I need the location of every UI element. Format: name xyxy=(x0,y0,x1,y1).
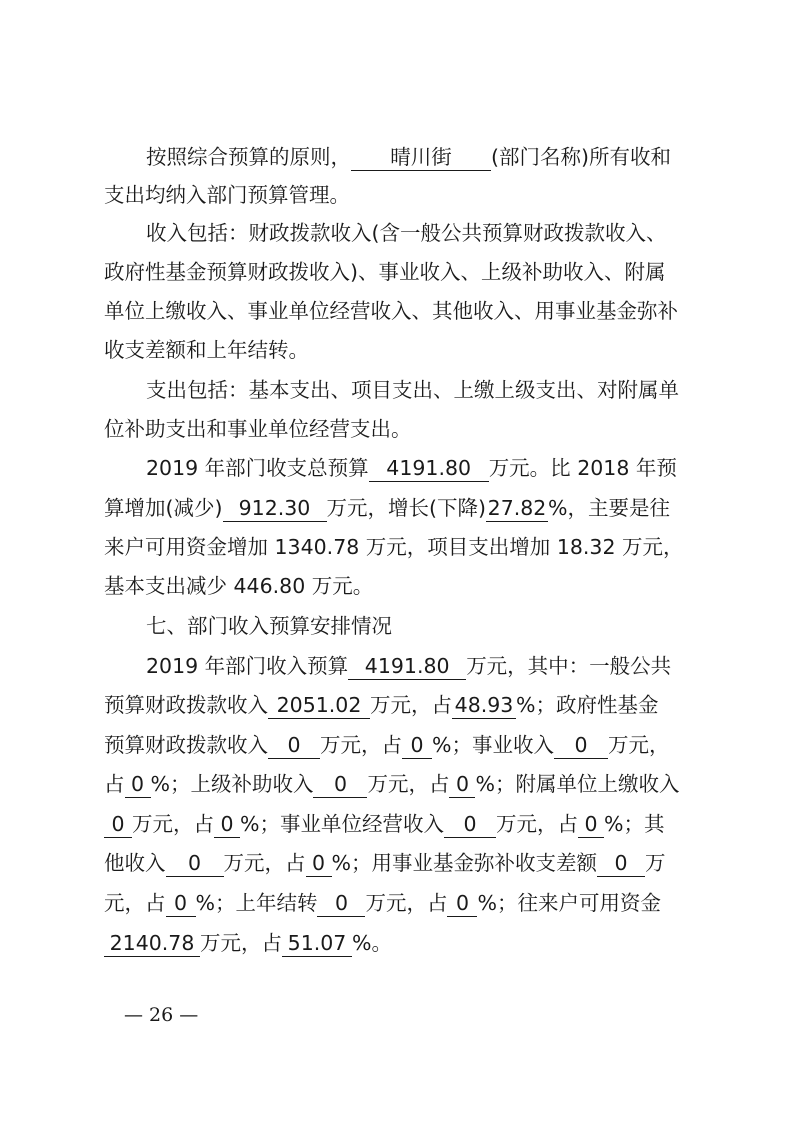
total-budget-field: 4191.80 xyxy=(369,455,489,482)
para4-line3: 来户可用资金增加 1340.78 万元，项目支出增加 18.32 万元， xyxy=(104,535,684,559)
para3-line2: 位补助支出和事业单位经营支出。 xyxy=(104,417,412,441)
carryover-amount-field: 0 xyxy=(317,890,365,917)
para1-line2: 支出均纳入部门预算管理。 xyxy=(104,183,350,207)
other-pct-field: 0 xyxy=(306,850,332,877)
para5-line1: 2019 年部门收入预算 4191.80 万元，其中：一般公共 xyxy=(146,654,672,678)
section-heading: 七、部门收入预算安排情况 xyxy=(146,614,392,638)
page-number: — 26 — xyxy=(124,1004,199,1026)
other-amount-field: 0 xyxy=(166,850,224,877)
operating-amount-field: 0 xyxy=(444,811,496,838)
para2-line1: 收入包括：财政拨款收入(含一般公共预算财政拨款收入、 xyxy=(146,221,667,245)
income-total-field: 4191.80 xyxy=(348,653,466,680)
para2-line2: 政府性基金预算财政拨收入)、事业收入、上级补助收入、附属 xyxy=(104,260,666,284)
para1-line1: 按照综合预算的原则， 晴川街 (部门名称)所有收和 xyxy=(146,145,671,169)
subsidy-pct-field: 0 xyxy=(449,771,475,798)
para2-line4: 收支差额和上年结转。 xyxy=(104,338,309,362)
para3-line1: 支出包括：基本支出、项目支出、上缴上级支出、对附属单 xyxy=(146,378,679,402)
subsidy-amount-field: 0 xyxy=(313,771,367,798)
fund-pct-field: 0 xyxy=(402,732,432,759)
fund-amount-field: 0 xyxy=(268,732,320,759)
increase-field: 912.30 xyxy=(223,495,327,522)
general-budget-pct-field: 48.93 xyxy=(452,692,516,719)
para4-line4: 基本支出减少 446.80 万元。 xyxy=(104,574,374,598)
para5-line4: 占 0 %；上级补助收入 0 万元，占 0 %；附属单位上缴收入 xyxy=(104,772,680,796)
general-budget-amount-field: 2051.02 xyxy=(268,692,370,719)
account-amount-field: 2140.78 xyxy=(104,930,200,957)
account-pct-field: 51.07 xyxy=(282,930,352,957)
para5-line3: 预算财政拨款收入 0 万元，占 0 %；事业收入 0 万元， xyxy=(104,733,670,757)
para5-line8: 2140.78 万元，占 51.07 %。 xyxy=(104,928,704,958)
business-amount-field: 0 xyxy=(554,732,608,759)
operating-pct-field: 0 xyxy=(578,811,604,838)
para5-line6: 他收入 0 万元，占 0 %；用事业基金弥补收支差额 0 万 xyxy=(104,851,666,875)
para4-line2: 算增加(减少) 912.30 万元，增长(下降)27.82%，主要是往 xyxy=(104,496,670,520)
fund-balance-pct-field: 0 xyxy=(166,890,196,917)
affiliate-amount-field: 0 xyxy=(104,811,132,838)
para4-line1: 2019 年部门收支总预算 4191.80 万元。比 2018 年预 xyxy=(146,456,677,480)
dept-name-field: 晴川街 xyxy=(351,144,491,171)
para5-line5: 0 万元，占 0 %；事业单位经营收入 0 万元，占 0 %；其 xyxy=(104,809,704,839)
para5-line2: 预算财政拨款收入 2051.02 万元，占 48.93 %；政府性基金 xyxy=(104,693,659,717)
fund-balance-amount-field: 0 xyxy=(597,850,645,877)
affiliate-pct-field: 0 xyxy=(214,811,240,838)
carryover-pct-field: 0 xyxy=(447,890,477,917)
para2-line3: 单位上缴收入、事业单位经营收入、其他收入、用事业基金弥补 xyxy=(104,299,678,323)
business-pct-field: 0 xyxy=(125,771,151,798)
para5-line7: 元，占 0 %；上年结转 0 万元，占 0 %；往来户可用资金 xyxy=(104,891,661,915)
growth-field: 27.82 xyxy=(487,496,547,520)
